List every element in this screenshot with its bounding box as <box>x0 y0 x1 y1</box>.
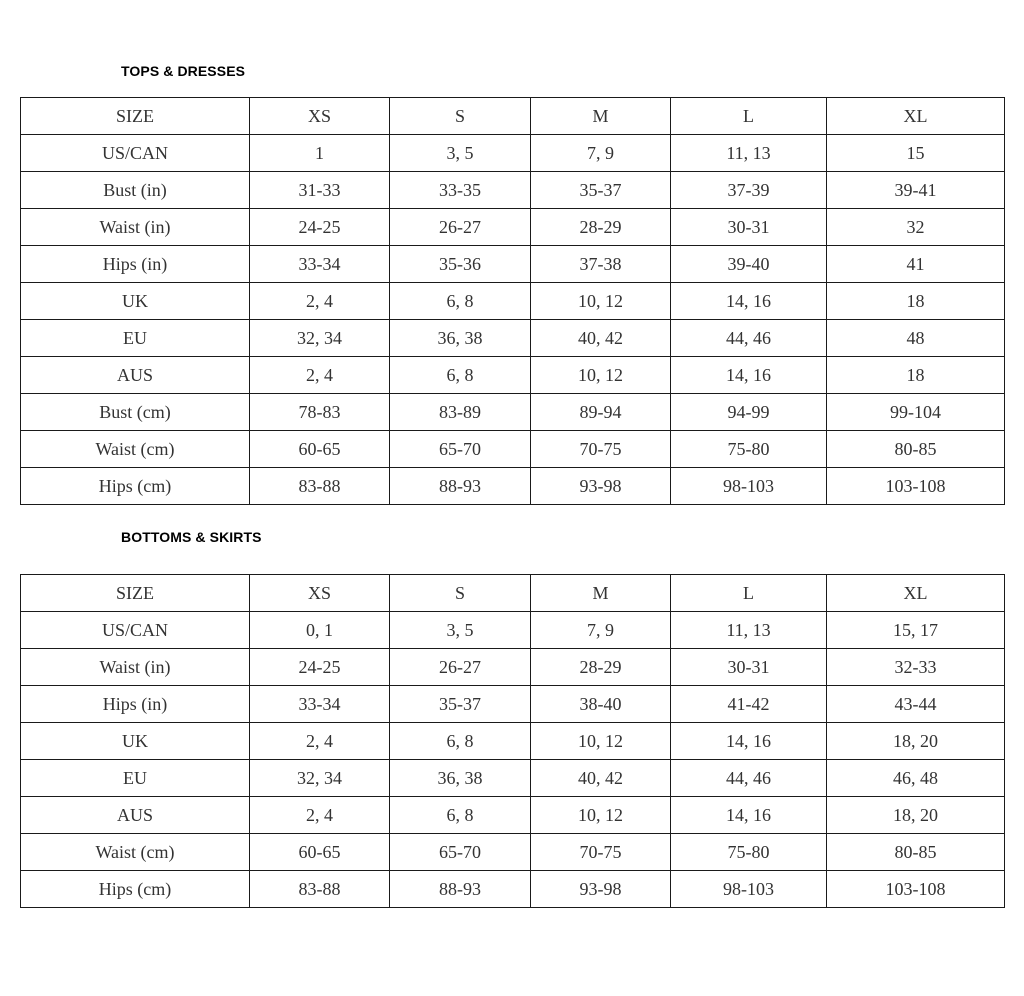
table-cell: 18, 20 <box>827 723 1005 760</box>
table-cell: 46, 48 <box>827 760 1005 797</box>
table-cell: 37-38 <box>531 246 671 283</box>
column-header-cell: XS <box>250 98 390 135</box>
table-cell: 83-89 <box>390 394 531 431</box>
row-label-cell: Hips (cm) <box>21 871 250 908</box>
column-header-cell: SIZE <box>21 98 250 135</box>
column-header-cell: SIZE <box>21 575 250 612</box>
table-cell: 89-94 <box>531 394 671 431</box>
table-cell: 24-25 <box>250 649 390 686</box>
column-header-cell: S <box>390 575 531 612</box>
table-cell: 14, 16 <box>671 357 827 394</box>
table-cell: 2, 4 <box>250 797 390 834</box>
row-label-cell: Hips (cm) <box>21 468 250 505</box>
table-cell: 70-75 <box>531 834 671 871</box>
tops-table-body <box>21 98 1005 505</box>
table-cell: 18 <box>827 283 1005 320</box>
tops-section-title: TOPS & DRESSES <box>121 63 246 79</box>
row-label-cell: Waist (cm) <box>21 834 250 871</box>
tops-table-row <box>21 431 1005 468</box>
table-cell: 10, 12 <box>531 723 671 760</box>
table-cell: 2, 4 <box>250 283 390 320</box>
table-cell: 83-88 <box>250 871 390 908</box>
table-cell: 33-34 <box>250 686 390 723</box>
column-header-cell: L <box>671 575 827 612</box>
bottoms-table-row <box>21 871 1005 908</box>
table-cell: 60-65 <box>250 834 390 871</box>
row-label-cell: UK <box>21 283 250 320</box>
row-label-cell: Bust (cm) <box>21 394 250 431</box>
table-cell: 10, 12 <box>531 797 671 834</box>
row-label-cell: Waist (in) <box>21 649 250 686</box>
table-cell: 43-44 <box>827 686 1005 723</box>
table-cell: 28-29 <box>531 209 671 246</box>
table-cell: 10, 12 <box>531 283 671 320</box>
row-label-cell: Hips (in) <box>21 246 250 283</box>
table-cell: 2, 4 <box>250 357 390 394</box>
table-cell: 11, 13 <box>671 135 827 172</box>
column-header-cell: M <box>531 575 671 612</box>
table-cell: 33-35 <box>390 172 531 209</box>
table-cell: 44, 46 <box>671 320 827 357</box>
bottoms-table-row <box>21 649 1005 686</box>
table-cell: 7, 9 <box>531 135 671 172</box>
bottoms-table-row <box>21 686 1005 723</box>
row-label-cell: Waist (cm) <box>21 431 250 468</box>
tops-table-row <box>21 320 1005 357</box>
column-header-cell: S <box>390 98 531 135</box>
table-cell: 65-70 <box>390 431 531 468</box>
table-cell: 40, 42 <box>531 760 671 797</box>
table-cell: 0, 1 <box>250 612 390 649</box>
row-label-cell: AUS <box>21 797 250 834</box>
table-cell: 24-25 <box>250 209 390 246</box>
tops-table-row <box>21 468 1005 505</box>
table-cell: 15, 17 <box>827 612 1005 649</box>
table-cell: 30-31 <box>671 649 827 686</box>
table-cell: 11, 13 <box>671 612 827 649</box>
table-cell: 65-70 <box>390 834 531 871</box>
tops-size-table <box>20 97 1005 505</box>
table-cell: 98-103 <box>671 468 827 505</box>
bottoms-table-row <box>21 834 1005 871</box>
table-cell: 35-37 <box>531 172 671 209</box>
table-cell: 48 <box>827 320 1005 357</box>
tops-table-row <box>21 209 1005 246</box>
bottoms-table-row <box>21 797 1005 834</box>
table-cell: 14, 16 <box>671 797 827 834</box>
table-cell: 70-75 <box>531 431 671 468</box>
table-cell: 26-27 <box>390 649 531 686</box>
tops-table-row <box>21 394 1005 431</box>
row-label-cell: US/CAN <box>21 135 250 172</box>
table-cell: 35-36 <box>390 246 531 283</box>
table-cell: 18, 20 <box>827 797 1005 834</box>
column-header-cell: M <box>531 98 671 135</box>
table-cell: 40, 42 <box>531 320 671 357</box>
row-label-cell: US/CAN <box>21 612 250 649</box>
table-cell: 18 <box>827 357 1005 394</box>
table-cell: 93-98 <box>531 871 671 908</box>
table-cell: 88-93 <box>390 468 531 505</box>
table-cell: 44, 46 <box>671 760 827 797</box>
row-label-cell: UK <box>21 723 250 760</box>
tops-table-row <box>21 357 1005 394</box>
table-cell: 78-83 <box>250 394 390 431</box>
table-cell: 35-37 <box>390 686 531 723</box>
table-cell: 30-31 <box>671 209 827 246</box>
row-label-cell: EU <box>21 760 250 797</box>
table-cell: 6, 8 <box>390 283 531 320</box>
row-label-cell: Hips (in) <box>21 686 250 723</box>
table-cell: 103-108 <box>827 871 1005 908</box>
table-cell: 41 <box>827 246 1005 283</box>
row-label-cell: Waist (in) <box>21 209 250 246</box>
table-cell: 14, 16 <box>671 283 827 320</box>
tops-header-row <box>21 98 1005 135</box>
bottoms-section-title: BOTTOMS & SKIRTS <box>121 529 262 545</box>
table-cell: 103-108 <box>827 468 1005 505</box>
table-cell: 1 <box>250 135 390 172</box>
tops-table-row <box>21 246 1005 283</box>
table-cell: 80-85 <box>827 431 1005 468</box>
column-header-cell: XL <box>827 98 1005 135</box>
bottoms-table-body <box>21 575 1005 908</box>
table-cell: 3, 5 <box>390 135 531 172</box>
bottoms-table-row <box>21 723 1005 760</box>
table-cell: 2, 4 <box>250 723 390 760</box>
bottoms-table-row <box>21 612 1005 649</box>
table-cell: 6, 8 <box>390 797 531 834</box>
table-cell: 80-85 <box>827 834 1005 871</box>
row-label-cell: AUS <box>21 357 250 394</box>
table-cell: 14, 16 <box>671 723 827 760</box>
table-cell: 94-99 <box>671 394 827 431</box>
tops-table-row <box>21 135 1005 172</box>
table-cell: 7, 9 <box>531 612 671 649</box>
table-cell: 10, 12 <box>531 357 671 394</box>
table-cell: 32, 34 <box>250 760 390 797</box>
table-cell: 41-42 <box>671 686 827 723</box>
table-cell: 6, 8 <box>390 357 531 394</box>
row-label-cell: EU <box>21 320 250 357</box>
table-cell: 93-98 <box>531 468 671 505</box>
table-cell: 32 <box>827 209 1005 246</box>
bottoms-size-table <box>20 574 1005 908</box>
tops-table-row <box>21 172 1005 209</box>
table-cell: 26-27 <box>390 209 531 246</box>
table-cell: 3, 5 <box>390 612 531 649</box>
column-header-cell: XS <box>250 575 390 612</box>
table-cell: 75-80 <box>671 431 827 468</box>
table-cell: 32, 34 <box>250 320 390 357</box>
bottoms-header-row <box>21 575 1005 612</box>
table-cell: 88-93 <box>390 871 531 908</box>
tops-table-row <box>21 283 1005 320</box>
table-cell: 39-41 <box>827 172 1005 209</box>
table-cell: 36, 38 <box>390 320 531 357</box>
table-cell: 83-88 <box>250 468 390 505</box>
column-header-cell: L <box>671 98 827 135</box>
table-cell: 31-33 <box>250 172 390 209</box>
row-label-cell: Bust (in) <box>21 172 250 209</box>
table-cell: 60-65 <box>250 431 390 468</box>
table-cell: 28-29 <box>531 649 671 686</box>
column-header-cell: XL <box>827 575 1005 612</box>
table-cell: 36, 38 <box>390 760 531 797</box>
table-cell: 98-103 <box>671 871 827 908</box>
bottoms-table-row <box>21 760 1005 797</box>
table-cell: 38-40 <box>531 686 671 723</box>
table-cell: 33-34 <box>250 246 390 283</box>
table-cell: 37-39 <box>671 172 827 209</box>
table-cell: 99-104 <box>827 394 1005 431</box>
table-cell: 39-40 <box>671 246 827 283</box>
table-cell: 75-80 <box>671 834 827 871</box>
table-cell: 15 <box>827 135 1005 172</box>
table-cell: 6, 8 <box>390 723 531 760</box>
table-cell: 32-33 <box>827 649 1005 686</box>
